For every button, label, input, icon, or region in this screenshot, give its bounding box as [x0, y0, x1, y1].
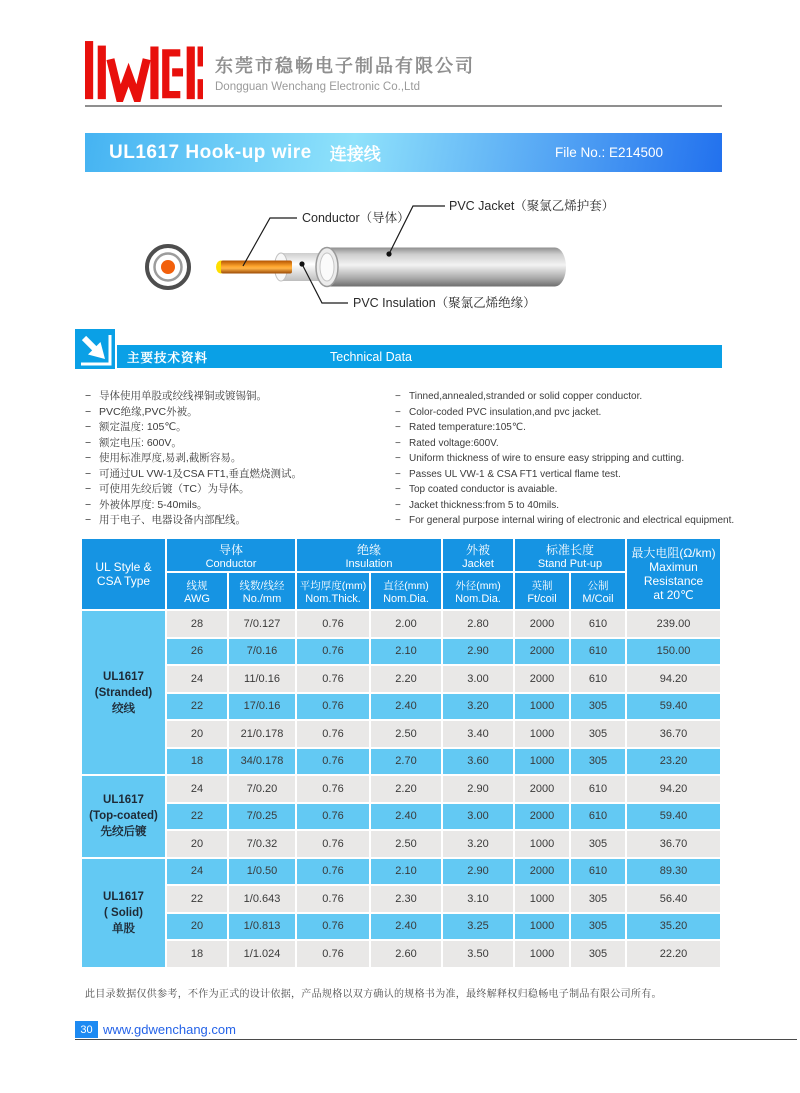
table-row — [82, 914, 720, 940]
table-cell: 2.20 — [371, 666, 441, 692]
table-cell: 610 — [571, 776, 625, 802]
table-cell: 2000 — [515, 639, 569, 665]
table-cell: 2.50 — [371, 721, 441, 747]
table-cell: 20 — [167, 831, 227, 857]
table-cell: 2000 — [515, 666, 569, 692]
table-cell: 20 — [167, 914, 227, 940]
table-row — [82, 941, 720, 967]
table-row — [82, 694, 720, 720]
company-name-block — [215, 52, 475, 93]
table-cell: 0.76 — [297, 859, 369, 885]
table-cell: 22 — [167, 804, 227, 830]
table-cell: 89.30 — [627, 859, 720, 885]
arrow-icon — [75, 329, 115, 369]
sub-col-header: 线数/线经 No./mm — [229, 573, 295, 609]
bullet-item: − 用于电子、电器设备内部配线。 — [85, 513, 390, 529]
table-cell: 2.60 — [371, 941, 441, 967]
table-row — [82, 639, 720, 665]
bullet-item: − Passes UL VW-1 & CSA FT1 vertical flame test. — [395, 467, 735, 483]
table-cell: 610 — [571, 859, 625, 885]
jacket-callout-dot — [386, 251, 391, 256]
table-cell: 3.20 — [443, 694, 513, 720]
insulation-callout-dot — [299, 261, 304, 266]
table-cell: 24 — [167, 776, 227, 802]
table-cell: 0.76 — [297, 914, 369, 940]
sub-col-header: 平均厚度(mm) Nom.Thick. — [297, 573, 369, 609]
table-cell: 22 — [167, 886, 227, 912]
table-cell: 2.90 — [443, 859, 513, 885]
sub-col-header: 线规 AWG — [167, 573, 227, 609]
bullet-item: − 使用标准厚度,易剥,截断容易。 — [85, 451, 390, 467]
table-row — [82, 776, 720, 802]
table-cell: 0.76 — [297, 721, 369, 747]
table-cell: 94.20 — [627, 776, 720, 802]
jacket-label: PVC Jacket（聚氯乙烯护套） — [449, 199, 615, 213]
company-name-en: Dongguan Wenchang Electronic Co.,Ltd — [215, 81, 421, 93]
table-cell: 1/0.643 — [229, 886, 295, 912]
sub-header-row — [82, 573, 720, 609]
bullets-cn — [85, 389, 390, 529]
table-cell: 7/0.25 — [229, 804, 295, 830]
table-cell: 610 — [571, 639, 625, 665]
table-cell: 3.60 — [443, 749, 513, 775]
table-cell: 0.76 — [297, 776, 369, 802]
table-cell: 24 — [167, 666, 227, 692]
bullet-item: − Rated voltage:600V. — [395, 436, 735, 452]
table-cell: 3.25 — [443, 914, 513, 940]
table-cell: 2.70 — [371, 749, 441, 775]
table-row — [82, 804, 720, 830]
page-number-badge: 30 — [75, 1021, 98, 1038]
table-cell: 35.20 — [627, 914, 720, 940]
table-cell: 3.00 — [443, 666, 513, 692]
table-cell: 2.40 — [371, 694, 441, 720]
table-cell: 1/1.024 — [229, 941, 295, 967]
sub-col-header: 英制 Ft/coil — [515, 573, 569, 609]
tech-section-bar — [117, 345, 722, 368]
table-cell: 305 — [571, 831, 625, 857]
table-cell: 2.10 — [371, 859, 441, 885]
table-cell: 2.40 — [371, 914, 441, 940]
company-logo — [85, 40, 203, 102]
disclaimer-note: 此目录数据仅供参考，不作为正式的设计依据，产品规格以双方确认的规格书为准，最终解释权归稳畅电子制品有限公司所有。 — [85, 989, 662, 1000]
table-cell: 305 — [571, 886, 625, 912]
bullet-item: − PVC绝缘,PVC外被。 — [85, 405, 390, 421]
bullet-item: − Color-coded PVC insulation,and pvc jacket. — [395, 405, 735, 421]
sub-col-header: 外径(mm) Nom.Dia. — [443, 573, 513, 609]
table-cell: 2.20 — [371, 776, 441, 802]
bullet-item: − 外被体厚度: 5-40mils。 — [85, 498, 390, 514]
bullet-item: − Rated temperature:105℃. — [395, 420, 735, 436]
table-cell: 3.00 — [443, 804, 513, 830]
bullet-item: − 导体使用单股或绞线裸铜或镀锡铜。 — [85, 389, 390, 405]
table-cell: 610 — [571, 804, 625, 830]
table-cell: 1000 — [515, 941, 569, 967]
col-group-jacket: 外被 Jacket — [443, 539, 513, 571]
sub-col-header: 直径(mm) Nom.Dia. — [371, 573, 441, 609]
spec-table-body — [82, 611, 720, 967]
table-cell: 1000 — [515, 749, 569, 775]
wire-cross-section — [147, 246, 189, 288]
table-cell: 24 — [167, 859, 227, 885]
table-cell: 1/0.50 — [229, 859, 295, 885]
table-cell: 21/0.178 — [229, 721, 295, 747]
tech-title-cn: 主要技术资料 — [127, 350, 209, 365]
col-group-standput: 标准长度 Stand Put-up — [515, 539, 625, 571]
table-cell: 22 — [167, 694, 227, 720]
table-cell: 610 — [571, 611, 625, 637]
table-cell: 1/0.813 — [229, 914, 295, 940]
table-cell: 239.00 — [627, 611, 720, 637]
table-cell: 7/0.127 — [229, 611, 295, 637]
table-cell: 59.40 — [627, 694, 720, 720]
bullet-item: − Jacket thickness:from 5 to 40mils. — [395, 498, 735, 514]
table-row — [82, 721, 720, 747]
table-cell: 0.76 — [297, 886, 369, 912]
file-number: File No.: E214500 — [555, 145, 664, 160]
group-label: UL1617 ( Solid) 单股 — [82, 859, 165, 967]
bullet-item: − For general purpose internal wiring of electronic and electrical equipment. — [395, 513, 735, 529]
conductor-label: Conductor（导体） — [302, 211, 410, 225]
table-row — [82, 749, 720, 775]
bullets-en — [395, 389, 735, 529]
table-cell: 305 — [571, 721, 625, 747]
company-name-cn: 东莞市稳畅电子制品有限公司 — [215, 56, 475, 76]
table-cell: 3.50 — [443, 941, 513, 967]
spec-table — [80, 537, 722, 969]
table-cell: 2000 — [515, 804, 569, 830]
table-cell: 0.76 — [297, 639, 369, 665]
table-cell: 2.10 — [371, 639, 441, 665]
table-cell: 94.20 — [627, 666, 720, 692]
table-cell: 1000 — [515, 831, 569, 857]
table-cell: 0.76 — [297, 611, 369, 637]
table-cell: 2000 — [515, 776, 569, 802]
table-cell: 0.76 — [297, 749, 369, 775]
table-cell: 305 — [571, 914, 625, 940]
table-cell: 17/0.16 — [229, 694, 295, 720]
table-cell: 26 — [167, 639, 227, 665]
wire-diagram — [80, 183, 720, 323]
col-header-style: UL Style & CSA Type — [82, 539, 165, 609]
col-group-conductor: 导体 Conductor — [167, 539, 295, 571]
table-cell: 2.00 — [371, 611, 441, 637]
tech-title-en: Technical Data — [330, 349, 412, 364]
table-cell: 59.40 — [627, 804, 720, 830]
table-cell: 36.70 — [627, 831, 720, 857]
table-cell: 3.40 — [443, 721, 513, 747]
table-cell: 2.80 — [443, 611, 513, 637]
sub-col-header: 公制 M/Coil — [571, 573, 625, 609]
table-cell: 305 — [571, 941, 625, 967]
table-cell: 56.40 — [627, 886, 720, 912]
table-cell: 2000 — [515, 859, 569, 885]
product-banner — [85, 133, 722, 172]
table-cell: 7/0.32 — [229, 831, 295, 857]
col-header-resistance: 最大电阻(Ω/km) Maximun Resistance at 20℃ — [627, 539, 720, 609]
table-cell: 18 — [167, 749, 227, 775]
col-group-insulation: 绝缘 Insulation — [297, 539, 441, 571]
table-cell: 2.90 — [443, 639, 513, 665]
table-cell: 11/0.16 — [229, 666, 295, 692]
table-cell: 150.00 — [627, 639, 720, 665]
insulation-label: PVC Insulation（聚氯乙烯绝缘） — [353, 296, 536, 310]
website-link[interactable]: www.gdwenchang.com — [103, 1022, 236, 1037]
table-cell: 1000 — [515, 694, 569, 720]
table-row — [82, 886, 720, 912]
table-cell: 20 — [167, 721, 227, 747]
table-cell: 2.30 — [371, 886, 441, 912]
table-cell: 2.40 — [371, 804, 441, 830]
table-cell: 305 — [571, 749, 625, 775]
bullet-item: − Uniform thickness of wire to ensure easy stripping and cutting. — [395, 451, 735, 467]
table-cell: 23.20 — [627, 749, 720, 775]
table-cell: 0.76 — [297, 804, 369, 830]
table-cell: 0.76 — [297, 694, 369, 720]
table-cell: 305 — [571, 694, 625, 720]
table-cell: 610 — [571, 666, 625, 692]
table-cell: 2.90 — [443, 776, 513, 802]
table-cell: 7/0.16 — [229, 639, 295, 665]
table-cell: 3.20 — [443, 831, 513, 857]
bullet-item: − 可通过UL VW-1及CSA FT1,垂直燃烧测试。 — [85, 467, 390, 483]
table-cell: 1000 — [515, 914, 569, 940]
table-cell: 28 — [167, 611, 227, 637]
table-cell: 34/0.178 — [229, 749, 295, 775]
table-cell: 2000 — [515, 611, 569, 637]
table-cell: 7/0.20 — [229, 776, 295, 802]
group-label: UL1617 (Top-coated) 先绞后镀 — [82, 776, 165, 857]
table-row — [82, 666, 720, 692]
header-divider — [85, 105, 722, 107]
bullet-item: − Tinned,annealed,stranded or solid copper conductor. — [395, 389, 735, 405]
table-row — [82, 859, 720, 885]
table-cell: 0.76 — [297, 941, 369, 967]
table-cell: 22.20 — [627, 941, 720, 967]
table-cell: 0.76 — [297, 831, 369, 857]
table-row — [82, 831, 720, 857]
bullet-item: − 可使用先绞后镀（TC）为导体。 — [85, 482, 390, 498]
bullet-item: − 额定温度: 105℃。 — [85, 420, 390, 436]
table-cell: 36.70 — [627, 721, 720, 747]
product-title: UL1617 Hook-up wire — [109, 141, 312, 163]
table-cell: 0.76 — [297, 666, 369, 692]
bullet-item: − Top coated conductor is avaiable. — [395, 482, 735, 498]
product-title-cn: 连接线 — [329, 145, 381, 164]
table-cell: 18 — [167, 941, 227, 967]
table-cell: 1000 — [515, 886, 569, 912]
table-row — [82, 611, 720, 637]
table-cell: 2.50 — [371, 831, 441, 857]
group-label: UL1617 (Stranded) 绞线 — [82, 611, 165, 774]
table-cell: 1000 — [515, 721, 569, 747]
bullet-item: − 额定电压: 600V。 — [85, 436, 390, 452]
footer-divider — [75, 1039, 797, 1040]
table-cell: 3.10 — [443, 886, 513, 912]
